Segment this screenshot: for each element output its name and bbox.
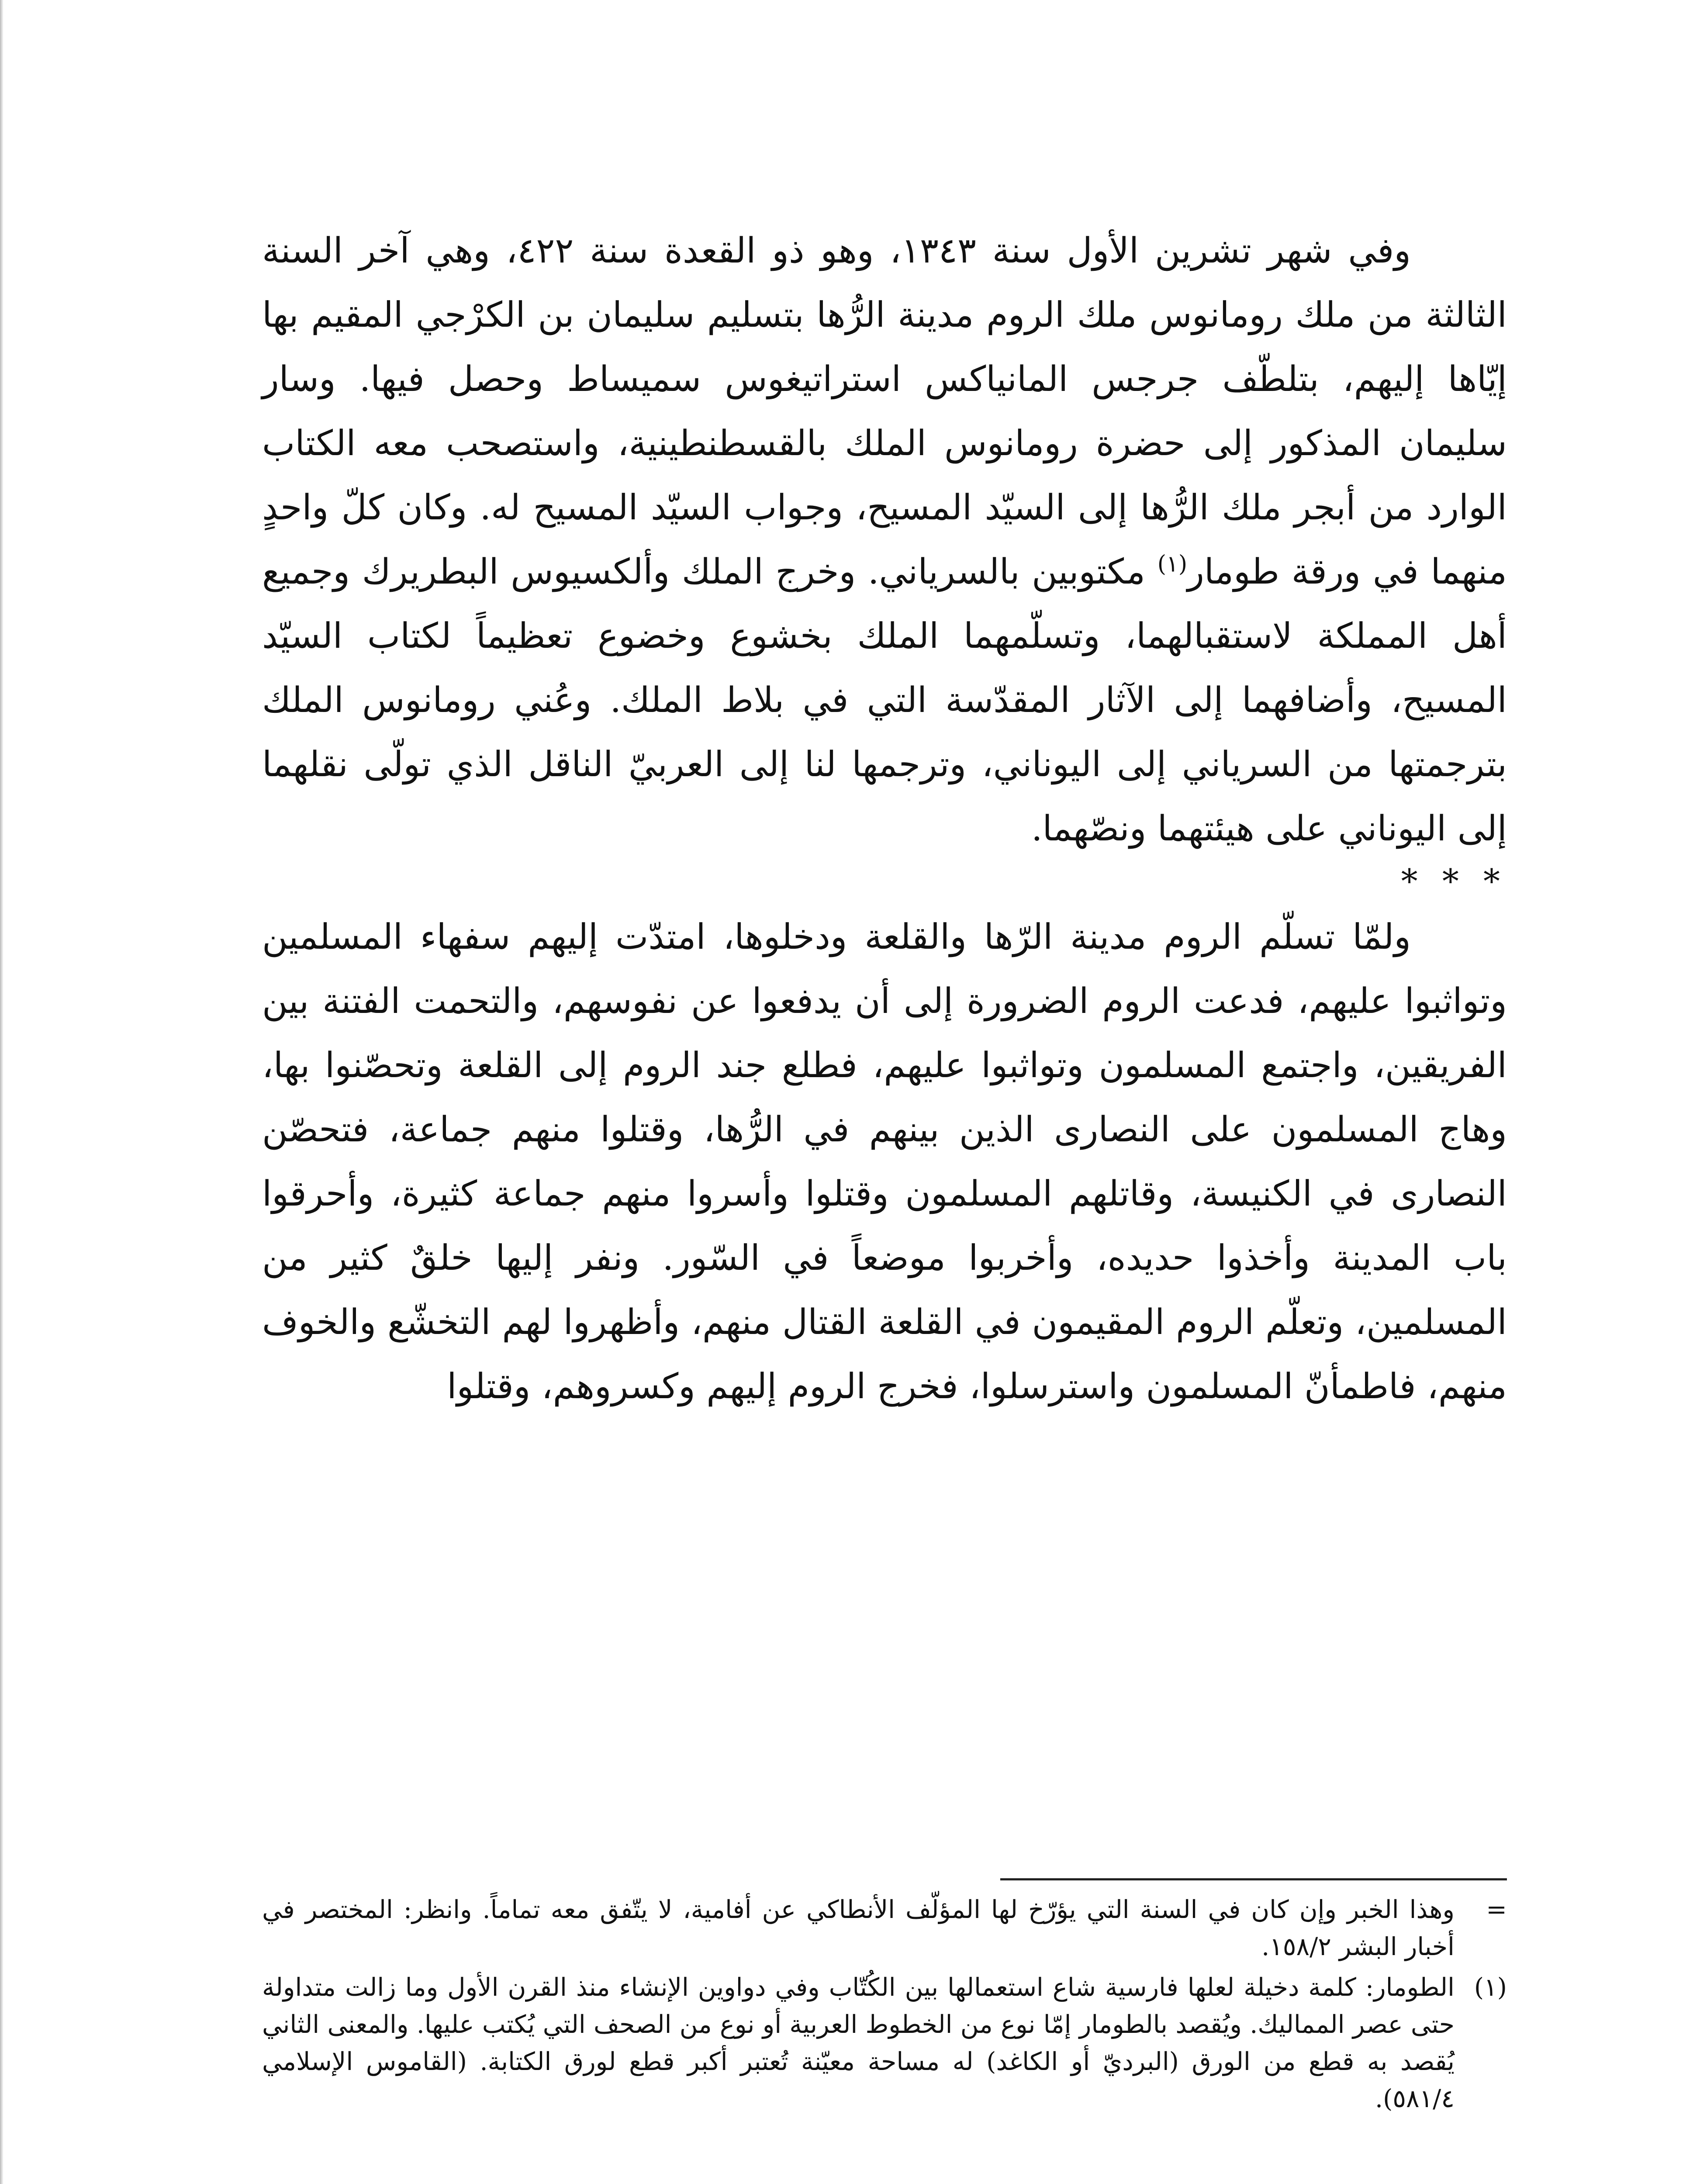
footnotes [262, 1891, 1507, 2121]
paragraph-1-text: وفي شهر تشرين الأول سنة ١٣٤٣، وهو ذو القعدة سنة ٤٢٢، وهي آخر السنة الثالثة من ملك رومانوس ملك الروم مدينة الرُّها بتسليم سليمان بن الكرْجي المقيم بها إيّاها إليهم، بتلطّف جرجس المانياكس استراتيغوس سميساط وحصل فيها. وسار سليمان المذكور إلى حضرة رومانوس الملك بالقسطنطينية، واستصحب معه الكتاب الوارد من أبجر ملك الرُّها إلى السيّد المسيح، وجواب السيّد المسيح له. وكان كلّ واحدٍ منهما في ورقة طومار [262, 230, 1507, 592]
main-text [262, 218, 1507, 1418]
footnote-continuation-mark: = [1486, 1895, 1507, 1924]
section-separator: * * * [1401, 862, 1507, 901]
footnote-reference-1: (١) [1157, 551, 1188, 577]
footnote-1-text: الطومار: كلمة دخيلة لعلها فارسية شاع استعمالها بين الكُتّاب وفي دواوين الإنشاء منذ القرن الأول وما زالت متداولة حتى عصر المماليك. ويُقصد بالطومار إمّا نوع من الخطوط العربية أو نوع من الصحف التي يُكتب عليها. والمعنى الثاني يُقصد به قطع من الورق (البرديّ أو الكاغد) له مساحة معيّنة تُعتبر أكبر قطع لورق الكتابة. (القاموس الإسلامي ٥٨١/٤). [262, 1973, 1455, 2113]
page-edge-shadow [0, 0, 3, 2184]
footnote-1-mark: (١) [1474, 1973, 1507, 2002]
footnote-continuation-text: وهذا الخبر وإن كان في السنة التي يؤرّخ لها المؤلّف الأنطاكي عن أفامية، لا يتّفق معه تماماً. وانظر: المختصر في أخبار البشر ١٥٨/٢. [262, 1895, 1455, 1961]
footnote-continued [262, 1891, 1507, 1966]
paragraph-1-text-continued: مكتوبين بالسرياني. وخرج الملك وألكسيوس البطريرك وجميع أهل المملكة لاستقبالهما، وتسلّمهما الملك بخشوع وخضوع تعظيماً لكتاب السيّد المسيح، وأضافهما إلى الآثار المقدّسة التي في بلاط الملك. وعُني رومانوس الملك بترجمتها من السرياني إلى اليوناني، وترجمها لنا إلى العربيّ الناقل الذي تولّى نقلهما إلى اليوناني على هيئتهما ونصّهما. [262, 551, 1507, 849]
paragraph-1 [262, 218, 1507, 860]
footnote-divider [1000, 1878, 1507, 1880]
paragraph-2: ولمّا تسلّم الروم مدينة الرّها والقلعة ودخلوها، امتدّت إليهم سفهاء المسلمين وتواثبوا عليهم، فدعت الروم الضرورة إلى أن يدفعوا عن نفوسهم، والتحمت الفتنة بين الفريقين، واجتمع المسلمون وتواثبوا عليهم، فطلع جند الروم إلى القلعة وتحصّنوا بها، وهاج المسلمون على النصارى الذين بينهم في الرُّها، وقتلوا منهم جماعة، فتحصّن النصارى في الكنيسة، وقاتلهم المسلمون وقتلوا وأسروا منهم جماعة كثيرة، وأحرقوا باب المدينة وأخذوا حديده، وأخربوا موضعاً في السّور. ونفر إليها خلقٌ كثير من المسلمين، وتعلّم الروم المقيمون في القلعة القتال منهم، وأظهروا لهم التخشّع والخوف منهم، فاطمأنّ المسلمون واسترسلوا، فخرج الروم إليهم وكسروهم، وقتلوا [262, 916, 1507, 1406]
footnote-1 [262, 1969, 1507, 2118]
